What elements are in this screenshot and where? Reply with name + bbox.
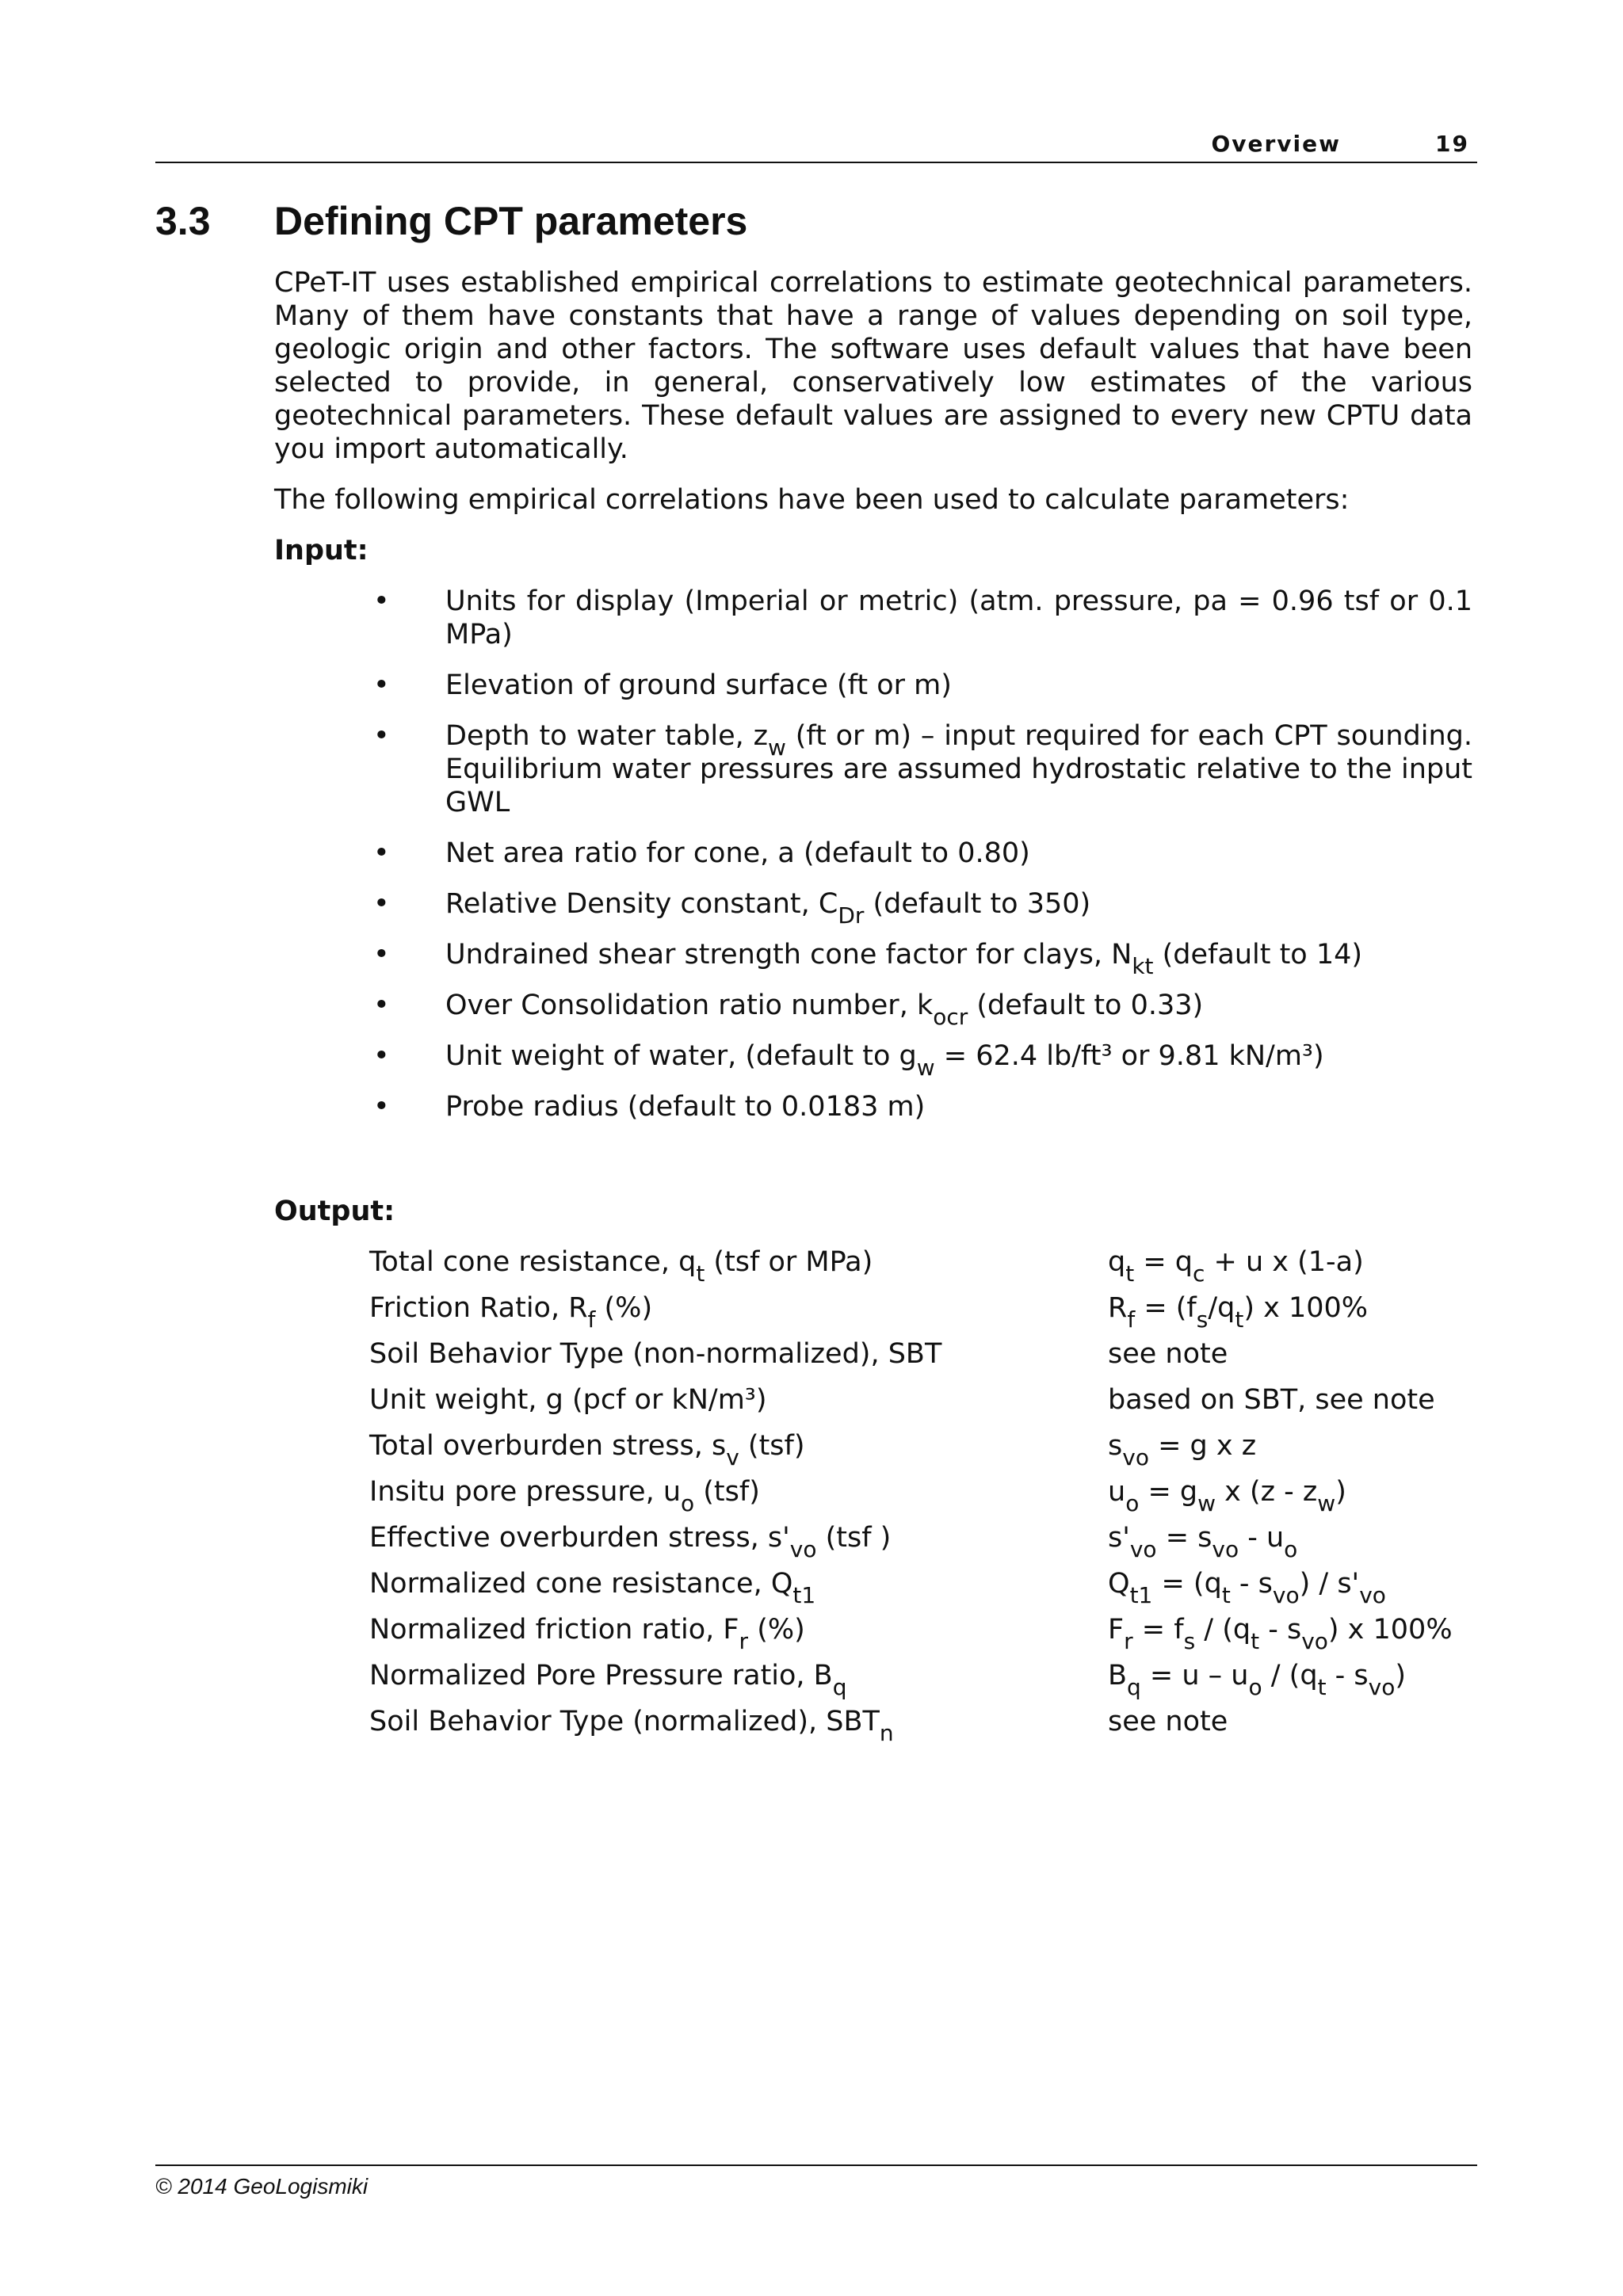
table-row [369, 1521, 1472, 1562]
list-item: • Unit weight of water, (default to $g_w = 62.4$ lb/ft³ or 9.81 kN/m³) [373, 1040, 1324, 1081]
bullet-icon: • [373, 1091, 390, 1123]
list-item: • Relative Density constant, $C_{Dr}$ (default to 350) [373, 888, 1091, 929]
bullet-icon: • [373, 1040, 390, 1072]
table-row [369, 1245, 1472, 1287]
table-row [369, 1429, 1472, 1470]
running-header [155, 130, 1477, 163]
parameter-cell: Friction Ratio, $R_f$ (%) [369, 1292, 653, 1333]
section-number: 3.3 [155, 199, 211, 243]
table-row [369, 1475, 1472, 1516]
formula-cell: $q_t = q_c + u$ x (1-a) [1108, 1246, 1364, 1287]
bullet-icon: • [373, 669, 390, 701]
list-item: • Undrained shear strength cone factor for clays, $N_{kt}$ (default to 14) [373, 939, 1363, 979]
formula-cell: $R_f = (f_s/q_t)$ x 100% [1108, 1292, 1369, 1333]
parameter-cell: Normalized cone resistance, $Q_{t1}$ [369, 1568, 816, 1608]
section-heading [155, 198, 747, 244]
list-item: • Depth to water table, $z_w$ (ft or m) – input required for each CPT sounding. Equilibrium water pressures are assumed hydrostatic relative to the input GWL [373, 720, 1472, 818]
formula-cell: see note [1108, 1338, 1228, 1370]
formula-cell: based on SBT, see note [1108, 1384, 1435, 1416]
bullet-icon: • [373, 585, 390, 617]
correlations-intro: The following empirical correlations have been used to calculate parameters: [274, 484, 1350, 516]
parameter-cell: Insitu pore pressure, $u_o$ (tsf) [369, 1476, 760, 1516]
formula-cell: $s'_{vo} = s_{vo} - u_o$ [1108, 1522, 1298, 1562]
formula-cell: see note [1108, 1706, 1228, 1737]
parameter-cell: Normalized Pore Pressure ratio, $B_q$ [369, 1660, 847, 1700]
formula-cell: $u_o = g_w$ x $(z - z_w)$ [1108, 1476, 1346, 1516]
bullet-icon: • [373, 720, 390, 752]
parameter-cell: Total cone resistance, $q_t$ (tsf or MPa) [369, 1246, 873, 1287]
parameter-cell: Soil Behavior Type (normalized), $SBT_n$ [369, 1706, 894, 1746]
bullet-icon: • [373, 837, 390, 869]
formula-cell: $Q_{t1} = (q_t - s_{vo}) / s'_{vo}$ [1108, 1568, 1386, 1608]
list-item: • Units for display (Imperial or metric) (atm. pressure, pa = 0.96 tsf or 0.1 MPa) [373, 585, 1472, 650]
table-row [369, 1337, 1472, 1371]
parameter-cell: Normalized friction ratio, $F_r$ (%) [369, 1614, 805, 1654]
formula-cell: $B_q = u - u_o / (q_t - s_{vo})$ [1108, 1660, 1407, 1700]
table-row [369, 1705, 1472, 1746]
list-item: • Over Consolidation ratio number, $k_{ocr}$ (default to 0.33) [373, 990, 1204, 1030]
page-footer [155, 2164, 1477, 2199]
bullet-icon: • [373, 888, 390, 920]
header-section-title: Overview [1211, 131, 1341, 157]
section-body [274, 266, 1472, 1751]
section-title: Defining CPT parameters [274, 199, 748, 243]
formula-cell: $F_r = f_s / (q_t - s_{vo})$ x 100% [1108, 1614, 1453, 1654]
table-row [369, 1291, 1472, 1333]
input-list [274, 585, 1472, 1123]
header-page-number: 19 [1435, 131, 1469, 157]
table-row [369, 1567, 1472, 1608]
bullet-icon: • [373, 990, 390, 1021]
parameter-cell: Unit weight, g (pcf or kN/m³) [369, 1384, 767, 1416]
bullet-icon: • [373, 939, 390, 971]
list-item: • Net area ratio for cone, a (default to 0.80) [373, 837, 1030, 869]
parameter-cell: Total overburden stress, $s_v$ (tsf) [369, 1430, 805, 1470]
formula-cell: $s_{vo} = g$ x z [1108, 1430, 1257, 1470]
table-row [369, 1613, 1472, 1654]
table-row [369, 1659, 1472, 1700]
intro-paragraph: CPeT-IT uses established empirical correlations to estimate geotechnical parameters. Many of them have constants that have a range of values depending on soil type, geologic origin and other factors. The software uses default values that have been selected to provide, in general, conservatively low estimates of the various geotechnical parameters. These default values are assigned to every new CPTU data you import automatically. [274, 267, 1472, 465]
input-label: Input: [274, 535, 369, 566]
parameter-cell: Soil Behavior Type (non-normalized), SBT [369, 1338, 942, 1370]
table-row [369, 1383, 1472, 1417]
parameter-cell: Effective overburden stress, $s'_{vo}$ (tsf ) [369, 1522, 892, 1562]
list-item: • Elevation of ground surface (ft or m) [373, 669, 952, 701]
output-table [369, 1245, 1472, 1746]
list-item: • Probe radius (default to 0.0183 m) [373, 1091, 926, 1123]
copyright-text: © 2014 GeoLogismiki [155, 2174, 369, 2199]
output-label: Output: [274, 1196, 395, 1227]
